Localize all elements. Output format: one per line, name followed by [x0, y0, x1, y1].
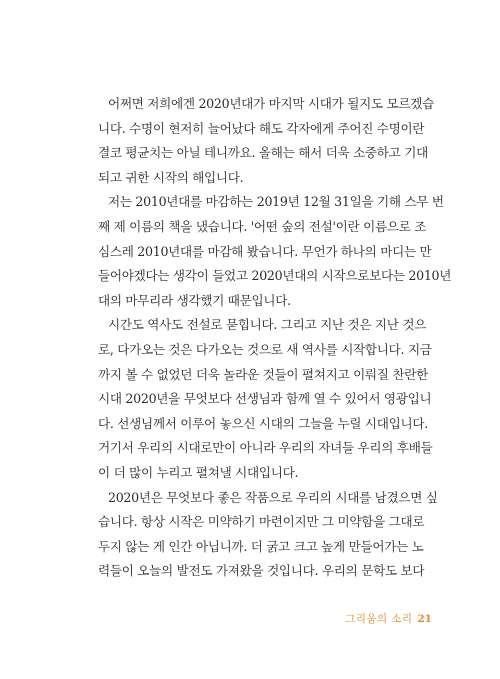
- text-line: 습니다. 항상 시작은 미약하기 마련이지만 그 미약함을 그대로: [98, 514, 425, 530]
- text-line: 심스레 2010년대를 마감해 봤습니다. 무언가 하나의 마디는 만: [98, 243, 432, 259]
- page-footer: [345, 612, 432, 626]
- text-line: 니다. 수명이 현저히 늘어났다 해도 각자에게 주어진 수명이란: [98, 120, 425, 136]
- text-line: 되고 귀한 시작의 해입니다.: [98, 169, 244, 185]
- text-line: 시간도 역사도 전설로 묻힙니다. 그리고 지난 것은 지난 것으: [108, 317, 427, 333]
- text-line: 대의 마무리라 생각했기 때문입니다.: [98, 292, 291, 308]
- text-line: 력들이 오늘의 발전도 가져왔을 것입니다. 우리의 문학도 보다: [98, 563, 425, 579]
- text-line: 2020년은 무엇보다 좋은 작품으로 우리의 시대를 남겼으면 싶: [108, 489, 438, 505]
- text-line: 이 더 많이 누리고 펼쳐낼 시대입니다.: [98, 464, 299, 480]
- text-line: 결코 평균치는 아닐 테니까요. 올해는 해서 더욱 소중하고 기대: [98, 145, 428, 161]
- text-line: 까지 볼 수 없었던 더욱 놀라운 것들이 펼쳐지고 이뤄질 찬란한: [98, 366, 428, 382]
- text-line: 다. 선생님께서 이루어 놓으신 시대의 그늘을 누릴 시대입니다.: [98, 415, 428, 431]
- text-line: 저는 2010년대를 마감하는 2019년 12월 31일을 기해 스무 번: [108, 194, 444, 210]
- text-line: 어쩌면 저희에겐 2020년대가 마지막 시대가 될지도 모르겠습: [108, 96, 434, 111]
- text-line: 째 제 이름의 책을 냈습니다. '어떤 숲의 전설'이란 이름으로 조: [98, 218, 427, 234]
- body-text: [98, 92, 452, 584]
- text-line: 거기서 우리의 시대로만이 아니라 우리의 자녀들 우리의 후배들: [98, 440, 433, 456]
- text-line: 들어야겠다는 생각이 들었고 2020년대의 시작으로보다는 2010년: [98, 268, 452, 284]
- text-line: 로, 다가오는 것은 다가오는 것으로 새 역사를 시작합니다. 지금: [98, 341, 432, 357]
- page-number: 21: [417, 613, 432, 625]
- text-line: 시대 2020년을 무엇보다 선생님과 함께 열 수 있어서 영광입니: [98, 391, 432, 407]
- text-line: 두지 않는 게 인간 아닙니까. 더 굵고 크고 높게 만들어가는 노: [98, 538, 424, 554]
- running-title: 그리움의 소리: [345, 613, 413, 625]
